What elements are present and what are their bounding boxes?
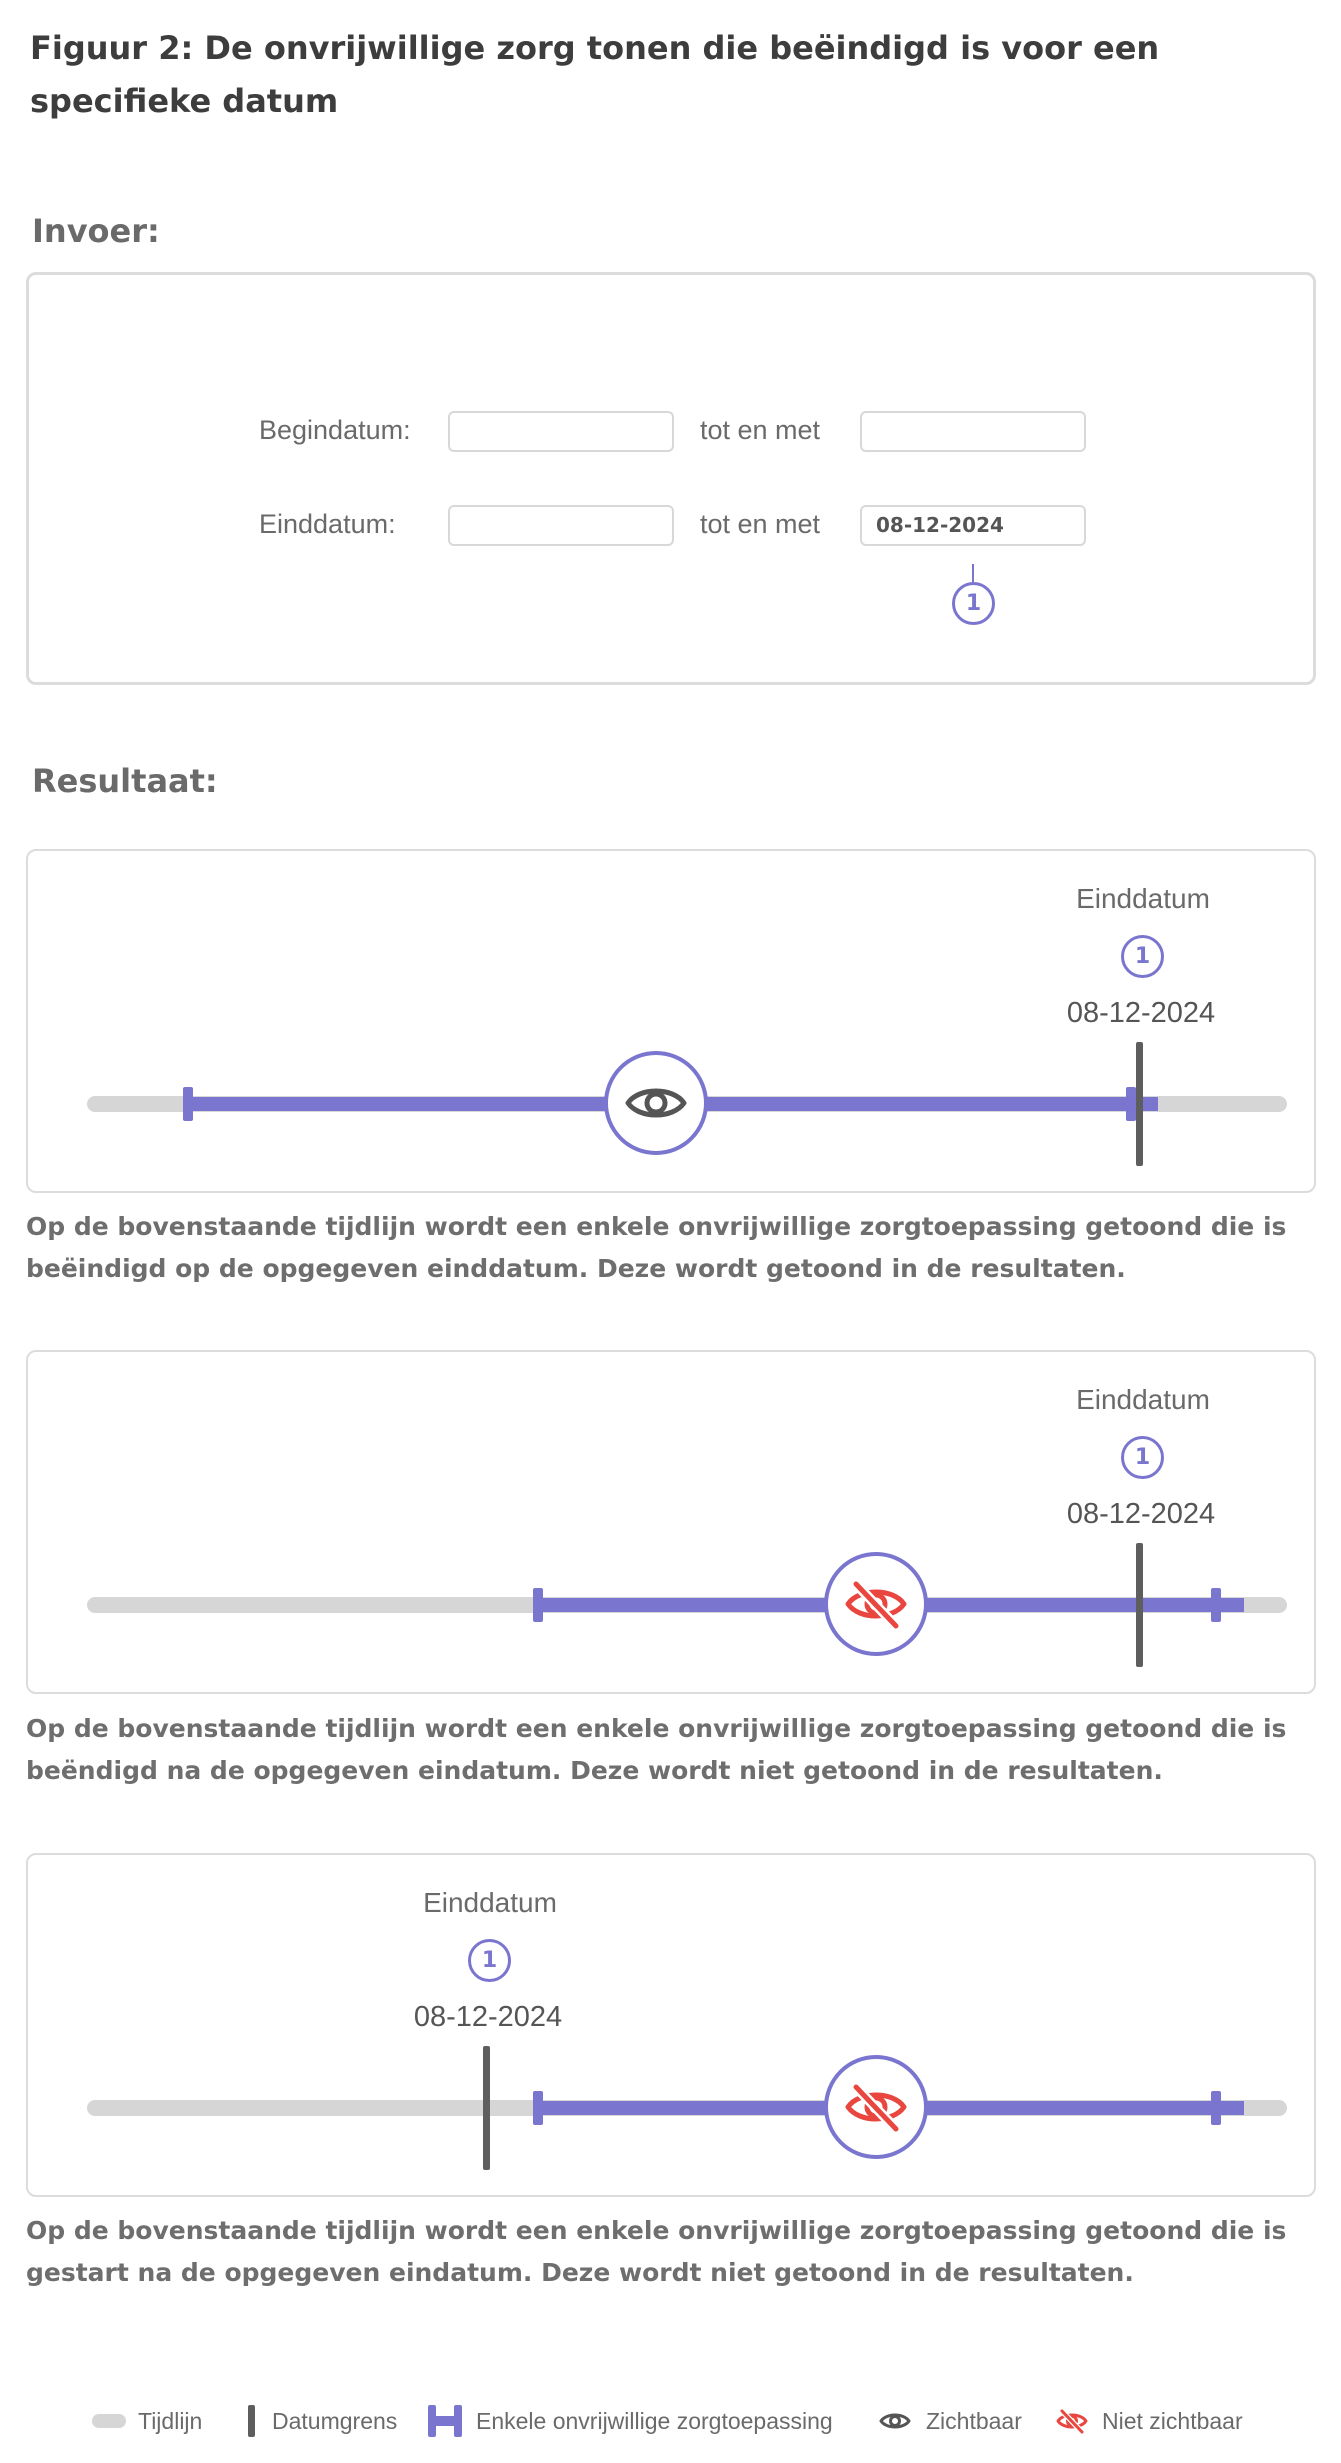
boundary-swatch — [248, 2405, 255, 2437]
marker-1-badge: 1 — [468, 1939, 511, 1982]
care-application-start-cap — [533, 1588, 543, 1622]
care-application-end-cap — [1211, 1588, 1221, 1622]
result-panel-1 — [26, 849, 1316, 1193]
boundary-label: Einddatum — [1076, 1384, 1210, 1415]
visibility-badge — [824, 2055, 928, 2159]
end-date-from-field[interactable] — [448, 505, 674, 546]
boundary-date: 08-12-2024 — [1066, 997, 1216, 1029]
eye-icon — [624, 1077, 688, 1129]
marker-1-badge: 1 — [952, 582, 995, 625]
marker-1-badge: 1 — [1121, 1436, 1164, 1479]
marker-1-badge: 1 — [1121, 935, 1164, 978]
legend-label: Zichtbaar — [926, 2408, 1022, 2434]
result-caption-2: Op de bovenstaande tijdlijn wordt een enkele onvrijwillige zorgtoepassing getoond die is beëndigd na de opgegeven eindatum. Deze wordt niet getoond in de resultaten. — [26, 1714, 1287, 1785]
result-caption-3: Op de bovenstaande tijdlijn wordt een enkele onvrijwillige zorgtoepassing getoond die is gestart na de opgegeven eindatum. Deze wordt niet getoond in de resultaten. — [26, 2216, 1287, 2287]
timeline-swatch — [92, 2414, 126, 2428]
boundary-date: 08-12-2024 — [413, 2001, 563, 2033]
date-boundary-line — [1136, 1543, 1143, 1667]
eye-slash-icon — [1055, 2408, 1089, 2434]
legend-label: Niet zichtbaar — [1102, 2408, 1243, 2434]
care-application-start-cap — [183, 1087, 193, 1121]
eye-icon — [878, 2408, 912, 2434]
end-date-label: Einddatum: — [259, 509, 396, 539]
boundary-label: Einddatum — [423, 1887, 557, 1918]
visibility-badge — [824, 1552, 928, 1656]
result-panel-3 — [26, 1853, 1316, 2197]
boundary-label: Einddatum — [1076, 883, 1210, 914]
eye-slash-icon — [844, 2081, 908, 2133]
begin-date-to-field[interactable] — [860, 411, 1086, 452]
end-date-to-field[interactable]: 08-12-2024 — [860, 505, 1086, 546]
input-panel — [26, 272, 1316, 685]
result-caption-1: Op de bovenstaande tijdlijn wordt een enkele onvrijwillige zorgtoepassing getoond die is beëindigd op de opgegeven einddatum. Deze wordt getoond in de resultaten. — [26, 1212, 1287, 1283]
result-panel-2 — [26, 1350, 1316, 1694]
input-heading: Invoer: — [32, 212, 160, 250]
care-application-end-cap — [1126, 1087, 1136, 1121]
begin-date-label: Begindatum: — [259, 415, 411, 445]
begin-range-label: tot en met — [700, 415, 821, 445]
figure-title: Figuur 2: De onvrijwillige zorg tonen die beëindigd is voor een specifieke datum — [30, 29, 1160, 120]
care-application-end-cap — [1211, 2091, 1221, 2125]
application-swatch-end — [454, 2405, 462, 2437]
legend-label: Enkele onvrijwillige zorgtoepassing — [476, 2408, 833, 2434]
eye-slash-icon — [844, 1578, 908, 1630]
boundary-date: 08-12-2024 — [1066, 1498, 1216, 1530]
visibility-badge — [604, 1051, 708, 1155]
date-boundary-line — [1136, 1042, 1143, 1166]
end-range-label: tot en met — [700, 509, 821, 539]
legend-label: Datumgrens — [272, 2408, 398, 2434]
legend-label: Tijdlijn — [138, 2408, 203, 2434]
date-boundary-line — [483, 2046, 490, 2170]
result-heading: Resultaat: — [32, 762, 218, 800]
begin-date-from-field[interactable] — [448, 411, 674, 452]
care-application-start-cap — [533, 2091, 543, 2125]
marker-connector — [972, 564, 974, 582]
